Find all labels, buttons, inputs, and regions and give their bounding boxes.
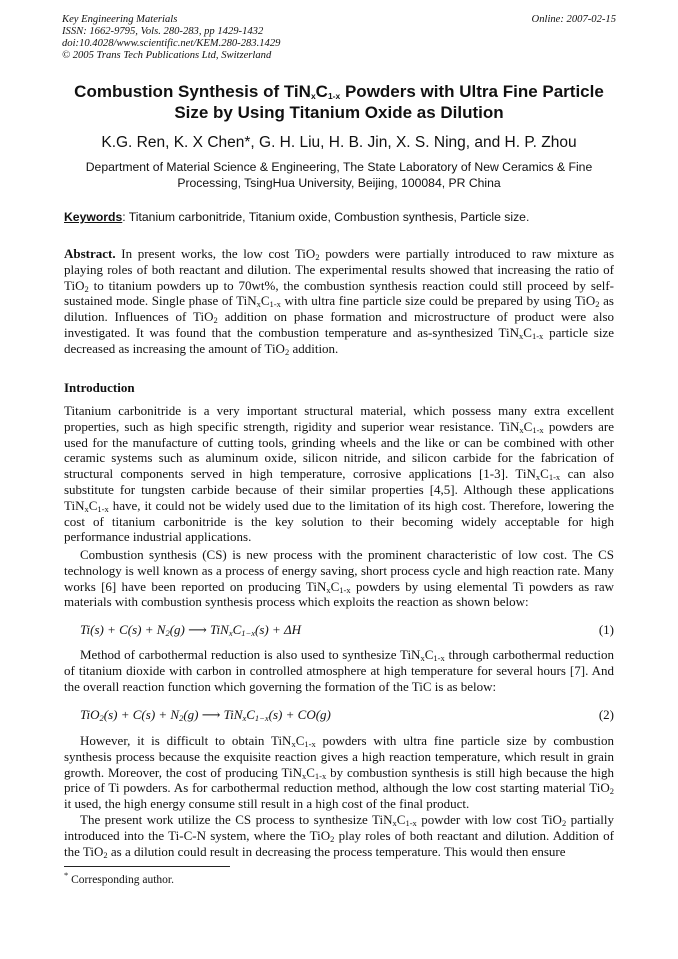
keywords [64,210,616,224]
equation-2-number: (2) [598,707,614,722]
equation-1: $Ti(s) + C(s) + N_2(g)$ ⟶ $TiN_xC_{1-x}(s) + \Delta H$ (1) [80,622,614,638]
doi-line: doi:10.4028/www.scientific.net/KEM.280-283.1429 [62,38,281,49]
equation-2: $TiO_2(s) + C(s) + N_2(g)$ ⟶ $TiN_xC_{1-x}(s) + CO(g)$ (2) [80,707,614,723]
intro-paragraph-3: Method of carbothermal reduction is also used to synthesize $TiN_xC_{1-x}$ through carbothermal reduction of titanium dioxide with carbon in controlled atmosphere at high temperature for several hours [7]. And the overall reaction function which governing the formation of the TiC is as below: [64,647,615,694]
section-heading-introduction: Introduction [64,380,135,395]
intro-paragraph-4: However, it is difficult to obtain $TiN_xC_{1-x}$ powders with ultra fine particle size by combustion synthesis process because the exquisite reaction gives a high reaction temperature, which result in grain growth. Moreover, the cost of producing $TiN_xC_{1-x}$ by combustion synthesis is still high because the high price of Ti powders. As for carbothermal reduction method, although the low cost starting material TiO$_2$ it used, the high energy consume still result in a high cost of the final product. [64,733,615,812]
intro-paragraph-1: Titanium carbonitride is a very important structural material, which possess many extra excellent properties, such as high specific strength, rigidity and superior wear resistance. $TiN_xC_{1-x}$ powders are used for the manufacture of cutting tools, grinding wheels and the like or can be combined with other ceramic systems such as aluminum oxide, silicon nitride, and silicon carbide for the fabrication of structural components served in high temperature, corrosive applications [1-3]. $TiN_xC_{1-x}$ can also substitute for tungsten carbide because of their similar properties [4,5]. Although these applications $TiN_xC_{1-x}$ have, it could not be widely used due to the limitation of its high cost. Therefore, lowering the cost of titanium carbonitride is the key solution to their becoming widely acceptable for high performance industrial applications. [64,403,614,545]
affiliation: Department of Material Science & Engineering, The State Laboratory of New Ceramics & Fine Processing, TsingHua University, Beijing, 100084, PR China [85,160,593,190]
intro-paragraph-2: Combustion synthesis (CS) is new process with the prominent characteristic of low cost. The CS technology is well known as a process of energy saving, short process cycle and high reaction rate. Many works [6] have been reported on producing $TiN_xC_{1-x}$ powders by using elemental Ti powders as raw materials with combustion synthesis process which exploits the reaction as shown below: [64,547,614,610]
journal-name: Key Engineering Materials [62,14,178,25]
copyright-line: © 2005 Trans Tech Publications Ltd, Switzerland [62,50,272,61]
footnote-mark: * [64,870,69,881]
footnote: * Corresponding author. [64,870,174,886]
paper-title: Combustion Synthesis of $TiN_xC_{1-x}$ Powders with Ultra Fine Particle Size by Using Titanium Oxide as Dilution [74,82,604,122]
keywords-text: : Titanium carbonitride, Titanium oxide, Combustion synthesis, Particle size. [122,210,530,224]
abstract: Abstract. In present works, the low cost TiO$_2$ powders were partially introduced to raw mixture as playing roles of both reactant and dilution. The experimental results showed that increasing the ratio of TiO$_2$ to titanium powders up to 70wt%, the combustion synthesis reaction could still proceed by self-sustained mode. Single phase of $TiN_xC_{1-x}$ with ultra fine particle size could be prepared by using TiO$_2$ as dilution. Influences of TiO$_2$ addition on phase formation and microstructure of product were also investigated. It was found that the combustion temperature and as-synthesized $TiN_xC_{1-x}$ particle size decreased as increasing the amount of TiO$_2$ addition. [64,246,615,357]
intro-paragraph-5: The present work utilize the CS process to synthesize $TiN_xC_{1-x}$ powder with low cost TiO$_2$ partially introduced into the Ti-C-N system, where the TiO$_2$ play roles of both reactant and dilution. Addition of the TiO$_2$ as a dilution could result in decreasing the process temperature. This would then ensure [64,812,614,860]
issn-line: ISSN: 1662-9795, Vols. 280-283, pp 1429-1432 [62,26,264,37]
equation-1-number: (1) [598,622,614,637]
journal-header [62,14,616,62]
footnote-rule [64,866,230,867]
abstract-label: Abstract. [64,246,116,261]
online-date: Online: 2007-02-15 [531,14,616,25]
keywords-label: Keywords [64,210,123,224]
authors: K.G. Ren, K. X Chen*, G. H. Liu, H. B. Jin, X. S. Ning, and H. P. Zhou [101,134,577,151]
